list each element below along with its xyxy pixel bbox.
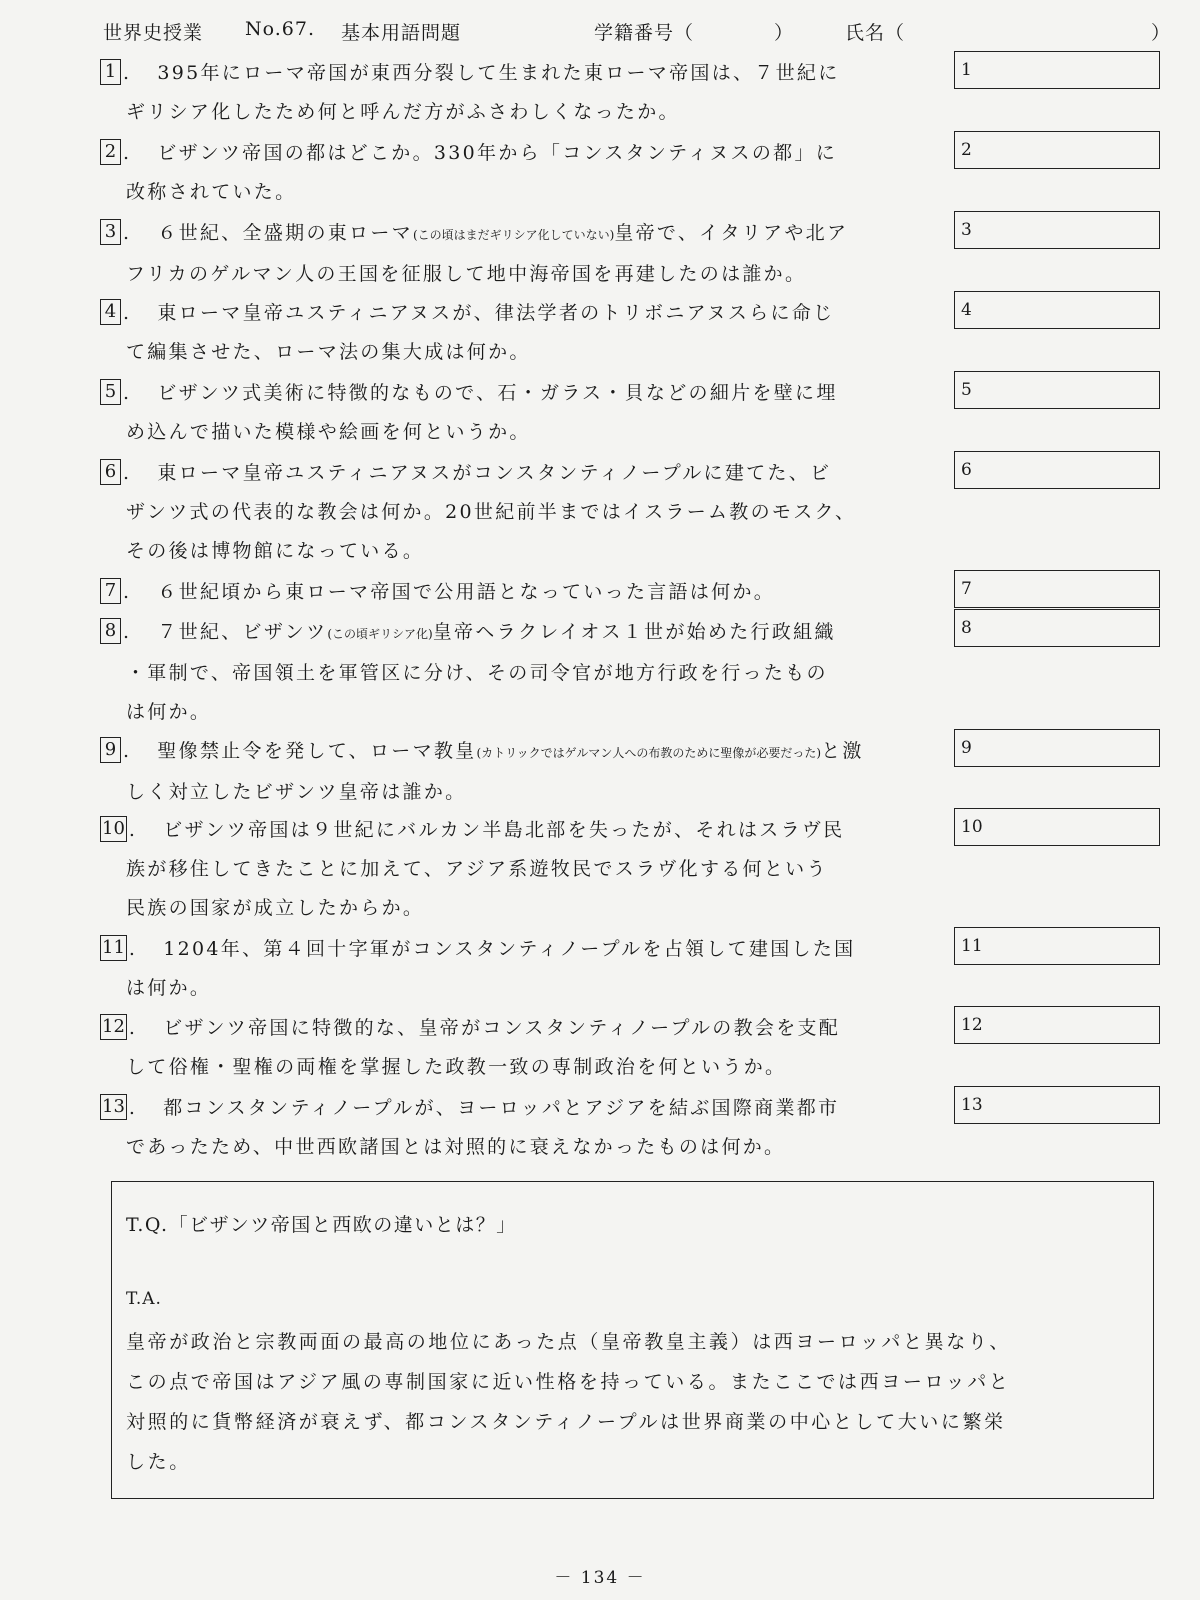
question-text: であったため、中世西欧諸国とは対照的に衰えなかったものは何か。 [126, 1136, 786, 1158]
question-text: ギリシア化したため何と呼んだ方がふさわしくなったか。 [126, 101, 680, 123]
question-line [100, 532, 940, 571]
question-line [100, 173, 940, 212]
question-line [100, 374, 940, 413]
question-number-dot: . [123, 222, 132, 244]
question-13 [100, 1089, 940, 1167]
question-line [100, 811, 940, 850]
ta-line: 対照的に貨幣経済が衰えず、都コンスタンティノープルは世界商業の中心として大いに繁栄 [126, 1411, 1006, 1433]
question-text: ビザンツ式美術に特徴的なもので、石・ガラス・貝などの細片を壁に埋 [157, 382, 838, 404]
question-line [100, 134, 940, 173]
answer-box-10[interactable]: 10 [954, 808, 1160, 846]
question-line [100, 333, 940, 372]
question-text: ７世紀、ビザンツ [157, 621, 328, 643]
question-number: 8 [100, 618, 121, 644]
question-text: 改称されていた。 [126, 181, 297, 203]
question-number-dot: . [128, 938, 138, 960]
question-text: ・軍制で、帝国領土を軍管区に分け、その司令官が地方行政を行ったもの [126, 662, 828, 684]
question-text: ビザンツ帝国は９世紀にバルカン半島北部を失ったが、それはスラヴ民 [163, 819, 845, 841]
ta-line: 皇帝が政治と宗教両面の最高の地位にあった点（皇帝教皇主義）は西ヨーロッパと異なり、 [126, 1331, 1012, 1353]
question-number-dot: . [128, 819, 138, 841]
page-number: － 134 － [554, 1568, 646, 1588]
answer-box-9[interactable]: 9 [954, 729, 1160, 767]
answer-box-7[interactable]: 7 [954, 570, 1160, 608]
question-number: 6 [100, 459, 121, 485]
question-line [100, 294, 940, 333]
ta-answer-text [126, 1322, 1141, 1482]
tq-box [111, 1181, 1154, 1499]
question-line [100, 255, 940, 294]
question-number: 4 [100, 299, 121, 325]
question-number: 12 [100, 1014, 127, 1040]
question-1 [100, 54, 940, 132]
question-text: 皇帝ヘラクレイオス１世が始めた行政組織 [432, 621, 836, 643]
question-text: 族が移住してきたことに加えて、アジア系遊牧民でスラヴ化する何という [126, 858, 828, 880]
question-number-dot: . [128, 1017, 138, 1039]
question-text: め込んで描いた模様や絵画を何というか。 [126, 421, 531, 443]
question-text: は何か。 [126, 701, 212, 723]
question-text: 東ローマ皇帝ユスティニアヌスが、律法学者のトリボニアヌスらに命じ [157, 302, 835, 324]
question-line [100, 1048, 940, 1087]
answer-box-11[interactable]: 11 [954, 927, 1160, 965]
question-3 [100, 214, 940, 294]
question-line [100, 1089, 940, 1128]
question-number: 13 [100, 1094, 127, 1120]
question-number: 10 [100, 816, 127, 842]
answer-box-6[interactable]: 6 [954, 451, 1160, 489]
question-text: ６世紀、全盛期の東ローマ [157, 222, 413, 244]
question-number: 7 [100, 578, 121, 604]
question-line [100, 969, 940, 1008]
question-text: ザンツ式の代表的な教会は何か。20世紀前半まではイスラーム教のモスク、 [126, 501, 857, 523]
question-line [100, 613, 940, 654]
question-line [100, 930, 940, 969]
ta-label: T.A. [126, 1289, 162, 1309]
question-number-dot: . [123, 382, 132, 404]
question-number: 3 [100, 219, 121, 245]
worksheet-topic: 基本用語問題 [341, 22, 462, 44]
question-number: 5 [100, 379, 121, 405]
question-line [100, 93, 940, 132]
worksheet-header [103, 14, 1173, 48]
question-5 [100, 374, 940, 452]
course-title: 世界史授業 [103, 22, 204, 44]
question-4 [100, 294, 940, 372]
question-2 [100, 134, 940, 212]
question-11 [100, 930, 940, 1008]
question-text: ビザンツ帝国に特徴的な、皇帝がコンスタンティノープルの教会を支配 [163, 1017, 841, 1039]
question-text: ６世紀頃から東ローマ帝国で公用語となっていった言語は何か。 [157, 581, 776, 603]
answer-box-2[interactable]: 2 [954, 131, 1160, 169]
question-line [100, 493, 940, 532]
question-6 [100, 454, 940, 571]
question-text: 395年にローマ帝国が東西分裂して生まれた東ローマ帝国は、７世紀に [157, 62, 840, 84]
question-note: (この頃ギリシア化) [327, 627, 433, 641]
question-text: して俗権・聖権の両権を掌握した政教一致の専制政治を何というか。 [126, 1056, 787, 1078]
question-line [100, 573, 940, 612]
question-number: 9 [100, 737, 121, 763]
question-number-dot: . [123, 142, 132, 164]
question-number-dot: . [123, 302, 132, 324]
question-number: 2 [100, 139, 121, 165]
question-text: て編集させた、ローマ法の集大成は何か。 [126, 341, 531, 363]
student-name-label: 氏名（ [845, 22, 906, 44]
question-7 [100, 573, 940, 612]
question-number: 1 [100, 59, 121, 85]
question-line [100, 889, 940, 928]
question-text: ビザンツ帝国の都はどこか。330年から「コンスタンティヌスの都」に [157, 142, 838, 164]
question-note: (この頃はまだギリシア化していない) [412, 228, 615, 242]
answer-box-12[interactable]: 12 [954, 1006, 1160, 1044]
question-text: しく対立したビザンツ皇帝は誰か。 [126, 781, 467, 803]
question-line [100, 850, 940, 889]
question-8 [100, 613, 940, 732]
answer-box-3[interactable]: 3 [954, 211, 1160, 249]
student-id-field[interactable]: 学籍番号（ ） [594, 22, 795, 44]
student-name-close: ） [1151, 22, 1172, 44]
question-line [100, 693, 940, 732]
question-note: (カトリックではゲルマン人への布教のために聖像が必要だった) [476, 746, 822, 760]
answer-box-1[interactable]: 1 [954, 51, 1160, 89]
worksheet-number: No.67. [245, 18, 315, 40]
question-text: 民族の国家が成立したからか。 [126, 897, 425, 919]
question-text: 東ローマ皇帝ユスティニアヌスがコンスタンティノープルに建てた、ビ [157, 462, 832, 484]
question-text: と激 [821, 740, 864, 762]
question-line [100, 454, 940, 493]
question-line [100, 214, 940, 255]
ta-line: この点で帝国はアジア風の専制国家に近い性格を持っている。またここでは西ヨーロッパと [126, 1371, 1011, 1393]
answer-box-5[interactable]: 5 [954, 371, 1160, 409]
question-text: 都コンスタンティノープルが、ヨーロッパとアジアを結ぶ国際商業都市 [163, 1097, 840, 1119]
answer-box-8[interactable]: 8 [954, 609, 1160, 647]
tq-question: T.Q.「ビザンツ帝国と西欧の違いとは？」 [126, 1214, 517, 1236]
question-9 [100, 732, 940, 812]
question-line [100, 413, 940, 452]
question-text: フリカのゲルマン人の王国を征服して地中海帝国を再建したのは誰か。 [126, 263, 807, 285]
question-line [100, 1009, 940, 1048]
question-line [100, 54, 940, 93]
question-line [100, 732, 940, 773]
question-text: は何か。 [126, 977, 212, 999]
question-number-dot: . [123, 621, 132, 643]
question-number-dot: . [123, 462, 132, 484]
question-number-dot: . [123, 740, 132, 762]
question-10 [100, 811, 940, 928]
question-number: 11 [100, 935, 127, 961]
answer-box-13[interactable]: 13 [954, 1086, 1160, 1124]
question-number-dot: . [123, 581, 132, 603]
question-text: 皇帝で、イタリアや北ア [614, 222, 849, 244]
question-number-dot: . [123, 62, 132, 84]
question-text: その後は博物館になっている。 [126, 540, 425, 562]
question-12 [100, 1009, 940, 1087]
question-text: 1204年、第４回十字軍がコンスタンティノープルを占領して建国した国 [163, 938, 856, 960]
question-line [100, 773, 940, 812]
question-line [100, 1128, 940, 1167]
answer-box-4[interactable]: 4 [954, 291, 1160, 329]
question-line [100, 654, 940, 693]
question-number-dot: . [128, 1097, 138, 1119]
question-text: 聖像禁止令を発して、ローマ教皇 [157, 740, 477, 762]
ta-line: した。 [126, 1451, 191, 1473]
